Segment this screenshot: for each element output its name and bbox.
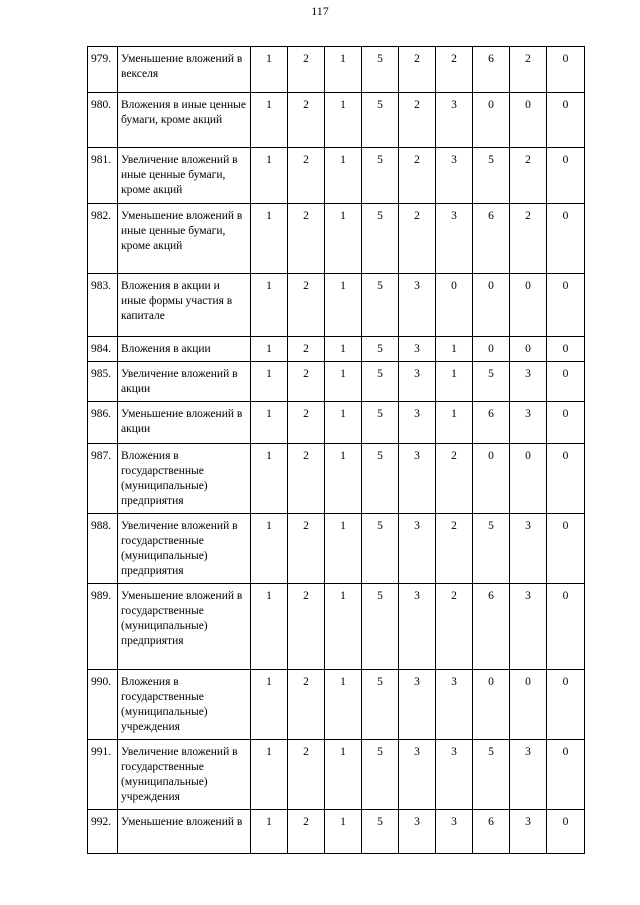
table-row	[88, 810, 585, 854]
row-name: Вложения в акции и иные формы участия в капитале	[118, 274, 251, 337]
code-digit: 0	[547, 274, 585, 337]
code-digit: 0	[510, 670, 547, 740]
code-digit: 6	[473, 402, 510, 444]
code-digit: 2	[288, 47, 325, 93]
table-row	[88, 362, 585, 402]
code-digit: 1	[251, 93, 288, 148]
account-codes-table	[87, 46, 585, 854]
code-digit: 2	[288, 148, 325, 204]
code-digit: 2	[399, 204, 436, 274]
code-digit: 1	[251, 810, 288, 854]
code-digit: 1	[251, 514, 288, 584]
code-digit: 2	[288, 402, 325, 444]
code-digit: 2	[288, 93, 325, 148]
code-digit: 0	[510, 444, 547, 514]
code-digit: 1	[251, 337, 288, 362]
code-digit: 2	[436, 444, 473, 514]
code-digit: 5	[362, 148, 399, 204]
table-row	[88, 444, 585, 514]
row-name: Уменьшение вложений в акции	[118, 402, 251, 444]
code-digit: 0	[473, 93, 510, 148]
code-digit: 5	[362, 47, 399, 93]
code-digit: 0	[473, 274, 510, 337]
code-digit: 5	[362, 274, 399, 337]
code-digit: 3	[510, 810, 547, 854]
code-digit: 2	[288, 584, 325, 670]
code-digit: 6	[473, 47, 510, 93]
row-name: Уменьшение вложений в	[118, 810, 251, 854]
code-digit: 2	[436, 47, 473, 93]
row-name: Вложения в государственные (муниципальные) учреждения	[118, 670, 251, 740]
code-digit: 0	[547, 584, 585, 670]
code-digit: 0	[510, 93, 547, 148]
code-digit: 5	[362, 93, 399, 148]
code-digit: 3	[399, 444, 436, 514]
code-digit: 5	[362, 337, 399, 362]
code-digit: 1	[325, 514, 362, 584]
code-digit: 0	[547, 402, 585, 444]
code-digit: 1	[251, 740, 288, 810]
code-digit: 0	[547, 514, 585, 584]
code-digit: 1	[325, 47, 362, 93]
code-digit: 3	[436, 810, 473, 854]
row-number: 989.	[88, 584, 118, 670]
table-body	[88, 47, 585, 854]
table-row	[88, 47, 585, 93]
code-digit: 1	[325, 93, 362, 148]
row-name: Уменьшение вложений в иные ценные бумаги, кроме акций	[118, 204, 251, 274]
code-digit: 2	[510, 204, 547, 274]
code-digit: 3	[510, 514, 547, 584]
code-digit: 1	[436, 402, 473, 444]
row-name: Увеличение вложений в иные ценные бумаги, кроме акций	[118, 148, 251, 204]
code-digit: 1	[251, 584, 288, 670]
code-digit: 3	[436, 670, 473, 740]
code-digit: 1	[325, 337, 362, 362]
table-row	[88, 584, 585, 670]
code-digit: 1	[325, 740, 362, 810]
code-digit: 1	[325, 670, 362, 740]
code-digit: 5	[473, 740, 510, 810]
code-digit: 0	[510, 337, 547, 362]
code-digit: 1	[251, 402, 288, 444]
code-digit: 3	[399, 810, 436, 854]
row-number: 988.	[88, 514, 118, 584]
code-digit: 3	[436, 204, 473, 274]
code-digit: 0	[473, 444, 510, 514]
table-row	[88, 740, 585, 810]
code-digit: 3	[436, 148, 473, 204]
row-name: Увеличение вложений в государственные (муниципальные) учреждения	[118, 740, 251, 810]
code-digit: 6	[473, 810, 510, 854]
code-digit: 3	[510, 740, 547, 810]
code-digit: 5	[362, 740, 399, 810]
code-digit: 0	[473, 670, 510, 740]
code-digit: 0	[547, 740, 585, 810]
row-number: 986.	[88, 402, 118, 444]
code-digit: 0	[547, 204, 585, 274]
code-digit: 1	[325, 204, 362, 274]
code-digit: 2	[288, 274, 325, 337]
row-number: 982.	[88, 204, 118, 274]
row-number: 985.	[88, 362, 118, 402]
code-digit: 0	[547, 337, 585, 362]
code-digit: 5	[473, 514, 510, 584]
code-digit: 1	[325, 810, 362, 854]
code-digit: 3	[510, 402, 547, 444]
code-digit: 2	[510, 148, 547, 204]
code-digit: 1	[251, 204, 288, 274]
code-digit: 1	[325, 362, 362, 402]
row-number: 984.	[88, 337, 118, 362]
code-digit: 0	[547, 93, 585, 148]
code-digit: 0	[436, 274, 473, 337]
code-digit: 5	[473, 148, 510, 204]
row-name: Вложения в государственные (муниципальные) предприятия	[118, 444, 251, 514]
code-digit: 1	[251, 47, 288, 93]
code-digit: 0	[510, 274, 547, 337]
code-digit: 2	[399, 47, 436, 93]
row-name: Уменьшение вложений в векселя	[118, 47, 251, 93]
code-digit: 1	[251, 444, 288, 514]
table-row	[88, 93, 585, 148]
table-row	[88, 402, 585, 444]
code-digit: 2	[399, 148, 436, 204]
row-name: Увеличение вложений в государственные (муниципальные) предприятия	[118, 514, 251, 584]
code-digit: 0	[473, 337, 510, 362]
row-number: 980.	[88, 93, 118, 148]
code-digit: 2	[288, 337, 325, 362]
code-digit: 5	[362, 444, 399, 514]
code-digit: 0	[547, 362, 585, 402]
row-number: 979.	[88, 47, 118, 93]
code-digit: 2	[510, 47, 547, 93]
code-digit: 0	[547, 47, 585, 93]
table-row	[88, 204, 585, 274]
row-number: 981.	[88, 148, 118, 204]
row-number: 990.	[88, 670, 118, 740]
code-digit: 1	[325, 402, 362, 444]
code-digit: 5	[362, 204, 399, 274]
code-digit: 2	[288, 204, 325, 274]
code-digit: 1	[325, 148, 362, 204]
code-digit: 1	[436, 337, 473, 362]
code-digit: 0	[547, 810, 585, 854]
table-row	[88, 274, 585, 337]
table-row	[88, 337, 585, 362]
code-digit: 1	[251, 148, 288, 204]
table-row	[88, 670, 585, 740]
code-digit: 5	[362, 362, 399, 402]
code-digit: 3	[399, 362, 436, 402]
code-digit: 3	[399, 670, 436, 740]
code-digit: 6	[473, 204, 510, 274]
row-name: Увеличение вложений в акции	[118, 362, 251, 402]
code-digit: 2	[288, 444, 325, 514]
code-digit: 1	[325, 274, 362, 337]
code-digit: 3	[399, 337, 436, 362]
code-digit: 2	[288, 514, 325, 584]
code-digit: 5	[362, 514, 399, 584]
code-digit: 5	[362, 402, 399, 444]
table-row	[88, 514, 585, 584]
code-digit: 3	[436, 740, 473, 810]
code-digit: 1	[436, 362, 473, 402]
code-digit: 5	[362, 584, 399, 670]
code-digit: 1	[251, 274, 288, 337]
code-digit: 3	[399, 274, 436, 337]
code-digit: 0	[547, 444, 585, 514]
code-digit: 3	[399, 584, 436, 670]
row-name: Вложения в иные ценные бумаги, кроме акций	[118, 93, 251, 148]
table-row	[88, 148, 585, 204]
row-number: 992.	[88, 810, 118, 854]
code-digit: 2	[399, 93, 436, 148]
code-digit: 2	[288, 362, 325, 402]
code-digit: 1	[325, 444, 362, 514]
row-number: 987.	[88, 444, 118, 514]
page-number: 117	[311, 4, 329, 18]
code-digit: 1	[251, 670, 288, 740]
code-digit: 3	[510, 584, 547, 670]
row-name: Уменьшение вложений в государственные (муниципальные) предприятия	[118, 584, 251, 670]
code-digit: 6	[473, 584, 510, 670]
row-name: Вложения в акции	[118, 337, 251, 362]
code-digit: 0	[547, 148, 585, 204]
code-digit: 2	[288, 740, 325, 810]
code-digit: 2	[436, 584, 473, 670]
code-digit: 5	[362, 670, 399, 740]
code-digit: 3	[399, 740, 436, 810]
code-digit: 5	[473, 362, 510, 402]
code-digit: 3	[399, 514, 436, 584]
code-digit: 5	[362, 810, 399, 854]
code-digit: 2	[436, 514, 473, 584]
code-digit: 2	[288, 810, 325, 854]
code-digit: 2	[288, 670, 325, 740]
row-number: 991.	[88, 740, 118, 810]
code-digit: 0	[547, 670, 585, 740]
row-number: 983.	[88, 274, 118, 337]
code-digit: 1	[325, 584, 362, 670]
code-digit: 1	[251, 362, 288, 402]
code-digit: 3	[510, 362, 547, 402]
code-digit: 3	[399, 402, 436, 444]
code-digit: 3	[436, 93, 473, 148]
